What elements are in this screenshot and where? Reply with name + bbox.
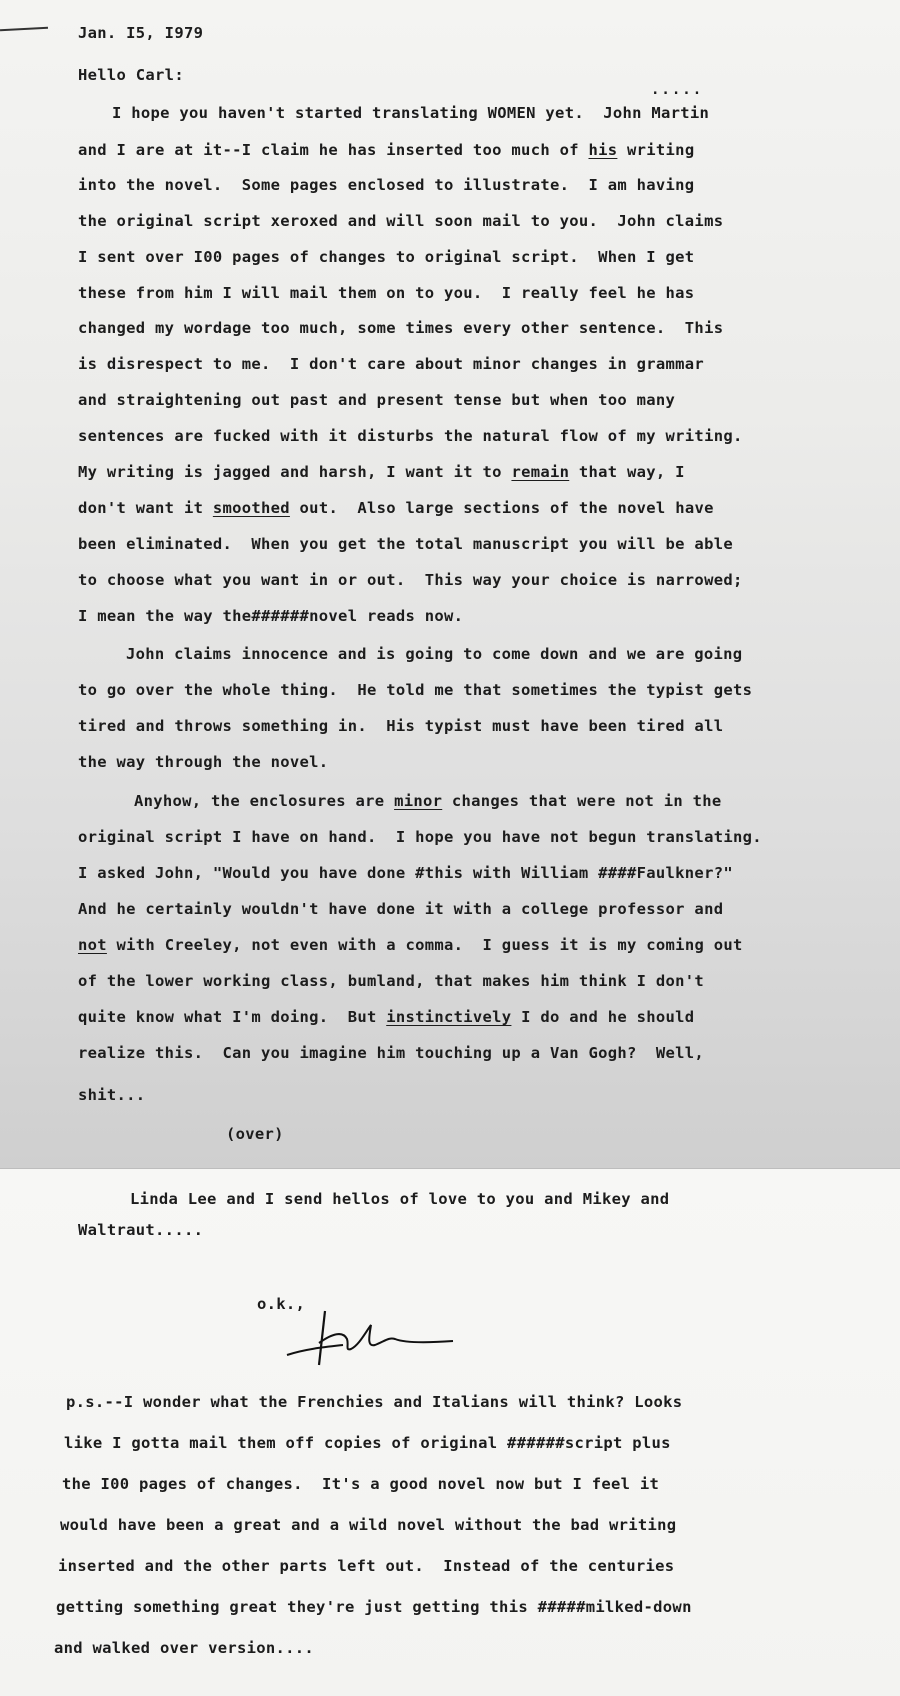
ps-line: would have been a great and a wild novel without the bad writing xyxy=(60,1516,677,1534)
text-line: sentences are fucked with it disturbs the natural flow of my writing. xyxy=(78,427,743,445)
text-line: shit... xyxy=(78,1086,146,1104)
ps-line: and walked over version.... xyxy=(54,1639,315,1657)
ps-line: getting something great they're just getting this #####milked-down xyxy=(56,1598,692,1616)
text-line: original script I have on hand. I hope you have not begun translating. xyxy=(78,828,762,846)
text-line: Anyhow, the enclosures are minor changes that were not in the xyxy=(134,792,722,810)
text-line: I hope you haven't started translating WOMEN yet. John Martin xyxy=(112,104,710,122)
text-line: changed my wordage too much, some times every other sentence. This xyxy=(78,319,724,337)
over-note: (over) xyxy=(226,1125,284,1143)
text-line: not with Creeley, not even with a comma. I guess it is my coming out xyxy=(78,936,743,954)
text-line: of the lower working class, bumland, that makes him think I don't xyxy=(78,972,705,990)
text-line: And he certainly wouldn't have done it with a college professor and xyxy=(78,900,724,918)
margin-dots: ..... xyxy=(651,82,704,98)
text-line: and I are at it--I claim he has inserted too much of his writing xyxy=(78,141,695,159)
text-line: Linda Lee and I send hellos of love to you and Mikey and xyxy=(130,1190,670,1208)
text-line: quite know what I'm doing. But instinctively I do and he should xyxy=(78,1008,695,1026)
text-line: the way through the novel. xyxy=(78,753,329,771)
text-line: John claims innocence and is going to come down and we are going xyxy=(126,645,743,663)
ps-line: like I gotta mail them off copies of original ######script plus xyxy=(64,1434,671,1452)
text-line: tired and throws something in. His typist must have been tired all xyxy=(78,717,724,735)
text-line: to choose what you want in or out. This way your choice is narrowed; xyxy=(78,571,743,589)
text-line: don't want it smoothed out. Also large sections of the novel have xyxy=(78,499,714,517)
text-line: I mean the way the######novel reads now. xyxy=(78,607,464,625)
letter-salutation: Hello Carl: xyxy=(78,66,184,84)
text-line: the original script xeroxed and will soon mail to you. John claims xyxy=(78,212,724,230)
text-line: realize this. Can you imagine him touching up a Van Gogh? Well, xyxy=(78,1044,705,1062)
text-line: been eliminated. When you get the total manuscript you will be able xyxy=(78,535,733,553)
text-line: Waltraut..... xyxy=(78,1221,204,1239)
text-line: these from him I will mail them on to you. I really feel he has xyxy=(78,284,695,302)
text-line: I sent over I00 pages of changes to original script. When I get xyxy=(78,248,695,266)
text-line: is disrespect to me. I don't care about minor changes in grammar xyxy=(78,355,705,373)
text-line: and straightening out past and present tense but when too many xyxy=(78,391,676,409)
ps-line: inserted and the other parts left out. Instead of the centuries xyxy=(58,1557,675,1575)
closing: o.k., xyxy=(257,1295,306,1313)
ps-line: p.s.--I wonder what the Frenchies and Italians will think? Looks xyxy=(66,1393,683,1411)
ps-line: the I00 pages of changes. It's a good novel now but I feel it xyxy=(62,1475,660,1493)
handwritten-signature xyxy=(285,1303,455,1373)
text-line: I asked John, "Would you have done #this with William ####Faulkner?" xyxy=(78,864,733,882)
letter-date: Jan. I5, I979 xyxy=(78,24,204,42)
text-line: into the novel. Some pages enclosed to illustrate. I am having xyxy=(78,176,695,194)
text-line: My writing is jagged and harsh, I want it to remain that way, I xyxy=(78,463,685,481)
text-line: to go over the whole thing. He told me that sometimes the typist gets xyxy=(78,681,753,699)
